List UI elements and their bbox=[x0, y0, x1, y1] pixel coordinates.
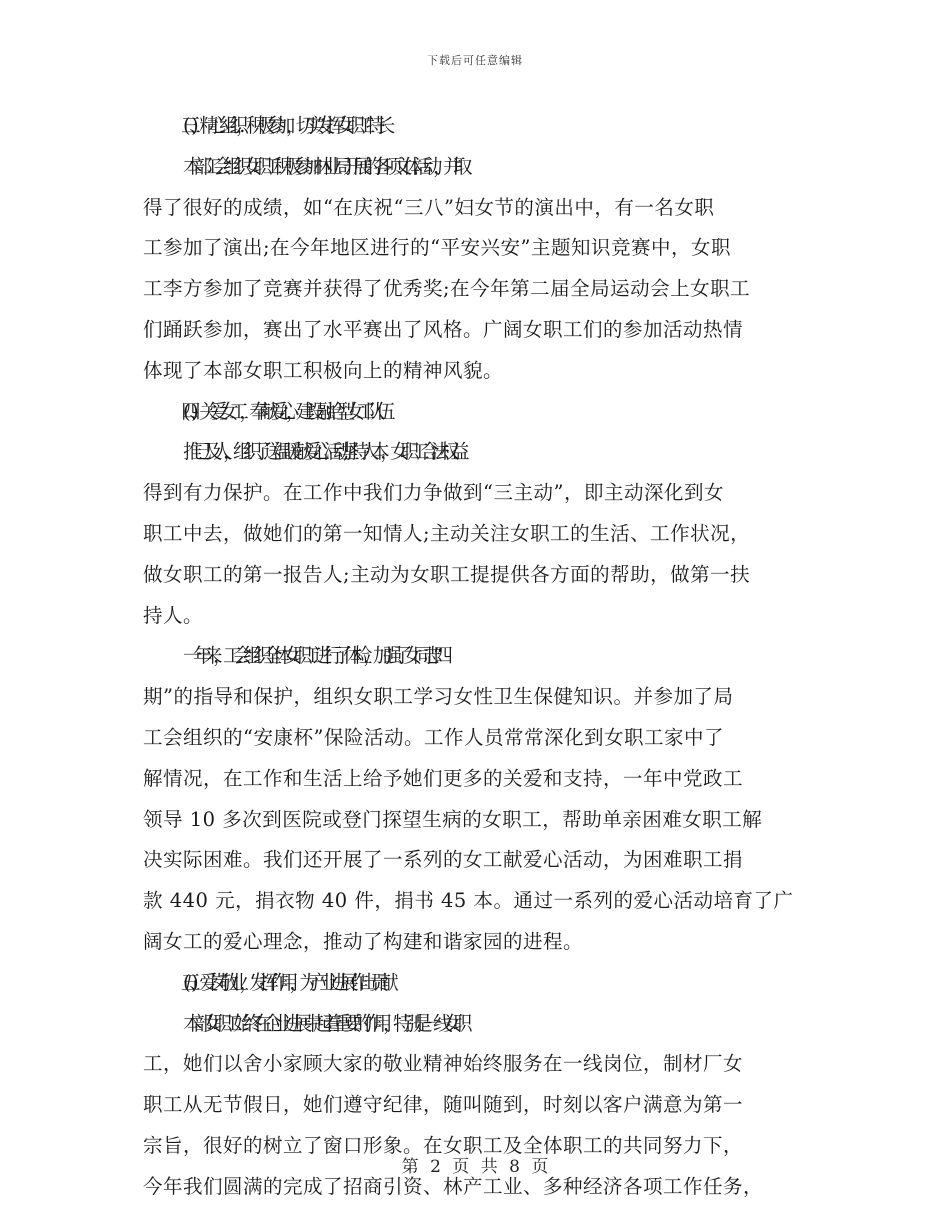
text-line: 得了很好的成绩，如“在庆祝“三八”妇女节的演出中，有一名女职 bbox=[143, 195, 715, 219]
text-line: 工，她们以舍小家顾大家的敬业精神始终服务在一线岗位，制材厂女 bbox=[143, 1052, 744, 1076]
text-line: 工会组织的“安康杯”保险活动。工作人员常常深化到女职工家中了 bbox=[143, 725, 724, 749]
text-line: (三)、精心组织.，积极参加，切实发挥女职工特长 bbox=[183, 114, 386, 137]
text-line: 得到有力保护。在工作中我们力争做到“三主动”，即主动深化到女 bbox=[143, 481, 724, 505]
text-line: 领导 10 多次到医院或登门探望生病的女职工，帮助单亲困难女职工解 bbox=[143, 807, 763, 831]
text-line: 本部工会组织女职工积极参加林业局开展的各项文体活动，并取 bbox=[183, 154, 464, 178]
text-line: 持人。 bbox=[143, 603, 204, 627]
text-line: 职工中去，做她们的第一知情人;主动关注女职工的生活、工作状况， bbox=[143, 521, 751, 545]
text-line: (五)、爱岗敬业，发挥作用，为产业进展作出贡献 bbox=[183, 970, 390, 994]
text-line: 做女职工的第一报告人;主动为女职工提提供各方面的帮助，做第一扶 bbox=[143, 562, 751, 586]
text-line: 今年我们圆满的完成了招商引资、林产工业、多种经济各项工作任务， bbox=[143, 1174, 764, 1198]
text-line: 工李方参加了竞赛并获得了优秀奖;在今年第二届全局运动会上女职工 bbox=[143, 277, 751, 301]
page-footer: 第 2 页 共 8 页 bbox=[401, 1157, 549, 1177]
text-line: 工参加了演出;在今年地区进行的“平安兴安”主题知识竞赛中，女职 bbox=[143, 236, 732, 260]
text-line: 期”的指导和保护，组织女职工学习女性卫生保健知识。并参加了局 bbox=[143, 685, 734, 709]
text-line: 一年来，工会组织全体女职工进行了体检，加强了女同志“四 bbox=[183, 644, 444, 668]
text-line: (四)、关爱女工，奉献爱心 ，建设融洽型女工队伍 bbox=[183, 399, 386, 423]
text-line: 解情况，在工作和生活上给予她们更多的关爱和支持，一年中党政工 bbox=[143, 766, 744, 790]
document-body bbox=[143, 106, 815, 1208]
text-line: 决实际困难。我们还开展了一系列的女工献爱心活动，为困难职工捐 bbox=[143, 848, 744, 872]
text-line: 款 440 元，捐衣物 40 件，捐书 45 本。通过一系列的爱心活动培育了广 bbox=[143, 889, 794, 913]
text-line: 阔女工的爱心理念，推动了构建和谐家园的进程。 bbox=[143, 929, 584, 953]
text-line: 们踊跃参加，赛出了水平赛出了风格。广阔女职工们的参加活动热情 bbox=[143, 317, 744, 341]
text-line: 体现了本部女职工积极向上的精神风貌。 bbox=[143, 358, 504, 382]
text-line: 职工从无节假日，她们遵守纪律，随叫随到，时刻以客户满意为第一 bbox=[143, 1093, 744, 1117]
page-header: 下载后可任意编辑 bbox=[427, 54, 523, 67]
text-line: 本部女职工始终在企业进展中起着重要的作用，特别是一线女职 bbox=[183, 1011, 464, 1035]
text-line: 宗旨，很好的树立了窗口形象。在女职工及全体职工的共同努力下， bbox=[143, 1133, 744, 1157]
text-line: 推已及人，组织了送温暖献爱心活动;坚持人本，女职工合法权益 bbox=[183, 440, 461, 464]
